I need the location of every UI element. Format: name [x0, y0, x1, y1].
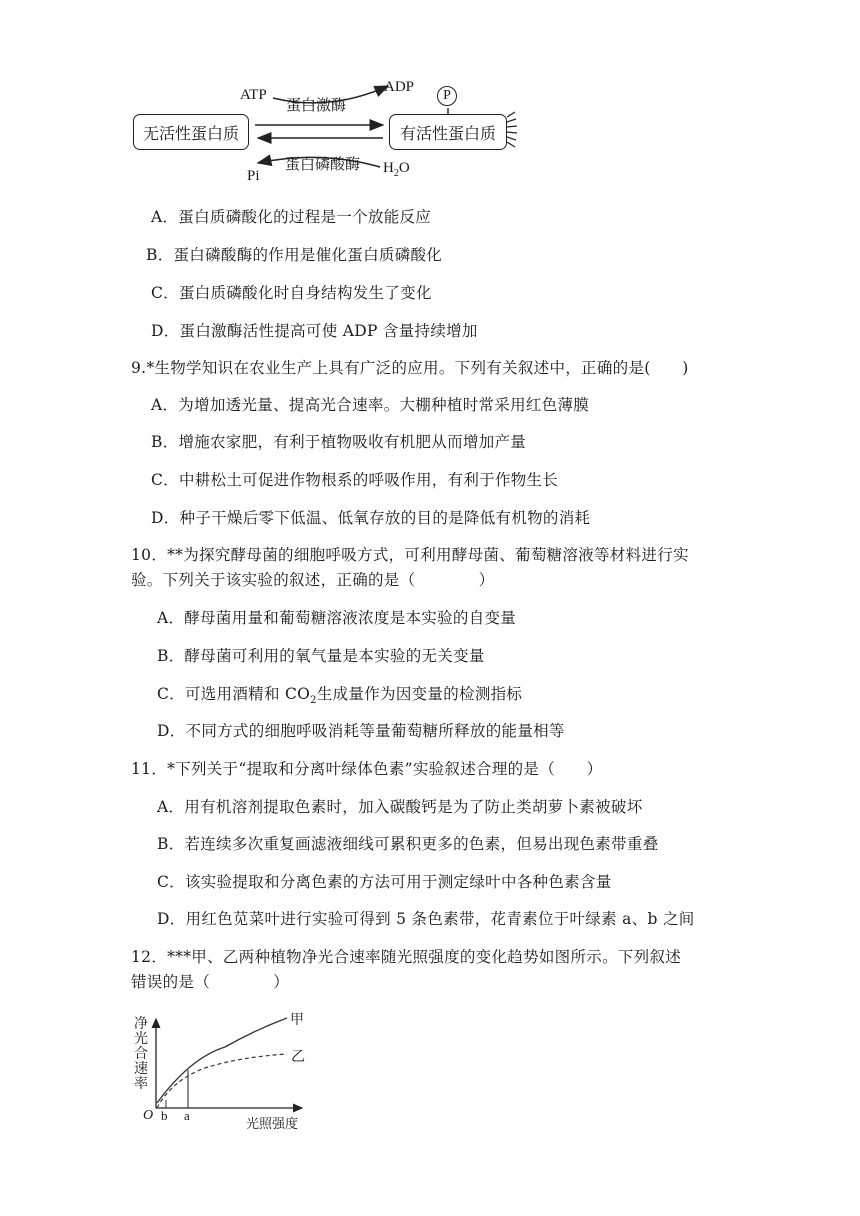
adp-label: ADP: [384, 79, 415, 95]
q9-option-a: A．为增加透光量、提高光合速率。大棚种植时常采用红色薄膜: [151, 396, 590, 414]
q10-option-c: C．可选用酒精和 $CO_2$生成量作为因变量的检测指标: [157, 685, 523, 707]
graph-origin: O: [143, 1108, 154, 1123]
graph-tick-b: b: [161, 1108, 168, 1123]
graph-xlabel: 光照强度: [246, 1117, 299, 1132]
q10-option-a: A．酵母菌用量和葡萄糖溶液浓度是本实验的自变量: [157, 609, 517, 627]
series-label-jia: 甲: [290, 1012, 304, 1028]
q11-option-c: C．该实验提取和分离色素的方法可用于测定绿叶中各种色素含量: [157, 873, 612, 891]
atp-label: ATP: [240, 87, 267, 103]
q8-option-a: A．蛋白质磷酸化的过程是一个放能反应: [151, 208, 432, 226]
diagram-arrows: [0, 0, 860, 200]
q9-option-d: D．种子干燥后零下低温、低氧存放的目的是降低有机物的消耗: [151, 509, 591, 527]
q9-stem: 9.*生物学知识在农业生产上具有广泛的应用。下列有关叙述中，正确的是( ): [131, 359, 689, 377]
pi-label: Pi: [247, 168, 260, 184]
curve-jia: [157, 1018, 287, 1103]
q8-option-b: B．蛋白磷酸酶的作用是催化蛋白质磷酸化: [146, 246, 443, 264]
graph-tick-a: a: [184, 1108, 190, 1123]
graph-ylabel: 净 光 合 速 率: [134, 1016, 148, 1092]
q9-option-c: C．中耕松土可促进作物根系的呼吸作用，有利于作物生长: [151, 471, 559, 489]
series-label-yi: 乙: [291, 1049, 305, 1065]
q10-option-b: B．酵母菌可利用的氧气量是本实验的无关变量: [157, 647, 485, 665]
q8-option-d: D．蛋白激酶活性提高可使 ADP 含量持续增加: [151, 322, 478, 340]
phosphate-circle: [437, 86, 457, 106]
h2o-label: $H_2O$: [383, 160, 410, 179]
q11-stem: 11．*下列关于“提取和分离叶绿体色素”实验叙述合理的是（ ）: [131, 760, 603, 778]
q11-option-a: A．用有机溶剂提取色素时，加入碳酸钙是为了防止类胡萝卜素被破坏: [157, 798, 643, 816]
q11-option-d: D．用红色苋菜叶进行实验可得到 5 条色素带，花青素位于叶绿素 a、b 之间: [157, 910, 695, 928]
q12-stem-line2: 错误的是（ ）: [131, 973, 290, 991]
phosphate-symbol: P: [443, 88, 451, 103]
kinase-label: 蛋白激酶: [286, 96, 347, 114]
inactive-protein-label: 无活性蛋白质: [142, 123, 239, 143]
phosphatase-label: 蛋白磷酸酶: [285, 155, 361, 173]
q12-stem-line1: 12．***甲、乙两种植物净光合速率随光照强度的变化趋势如图所示。下列叙述: [131, 948, 682, 966]
q10-option-d: D．不同方式的细胞呼吸消耗等量葡萄糖所释放的能量相等: [157, 722, 565, 740]
active-protein-label: 有活性蛋白质: [399, 123, 496, 143]
q10-stem-line2: 验。下列关于该实验的叙述，正确的是（ ）: [131, 571, 495, 589]
curve-yi: [157, 1054, 287, 1108]
q10-stem-line1: 10．**为探究酵母菌的细胞呼吸方式，可利用酵母菌、葡萄糖溶液等材料进行实: [131, 546, 689, 564]
q11-option-b: B．若连续多次重复画滤液细线可累积更多的色素，但易出现色素带重叠: [157, 835, 659, 853]
q8-option-c: C．蛋白质磷酸化时自身结构发生了变化: [151, 284, 432, 302]
q9-option-b: B．增施农家肥，有利于植物吸收有机肥从而增加产量: [151, 433, 527, 451]
